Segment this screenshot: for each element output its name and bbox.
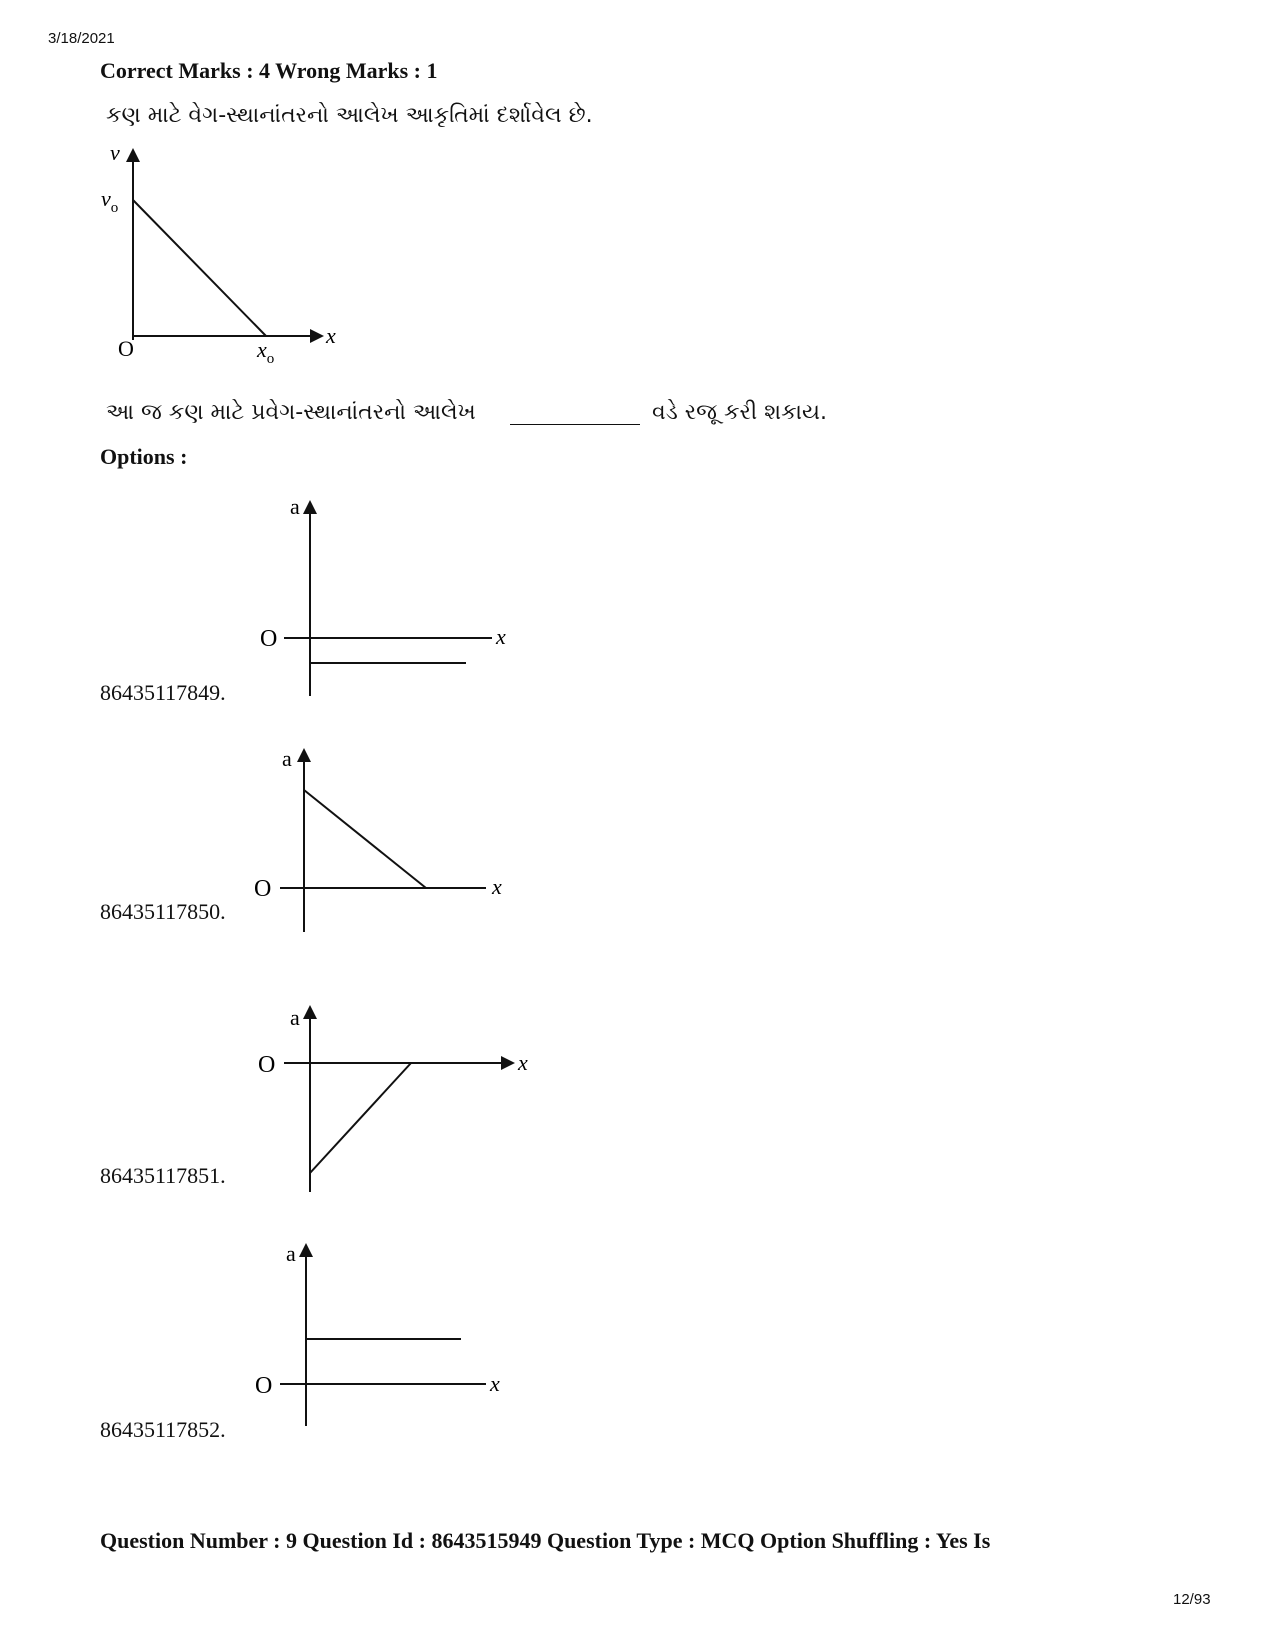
question-graph-y-intercept-label: $v_o$ (101, 186, 119, 216)
page-number: 12/93 (1173, 1591, 1211, 1608)
question-graph-line (133, 200, 266, 336)
svg-text:x: x (492, 874, 502, 899)
question-graph-origin-label: O (118, 336, 134, 361)
svg-text:a: a (282, 748, 292, 771)
marks-line: Correct Marks : 4 Wrong Marks : 1 (100, 58, 438, 83)
answer-blank (510, 424, 640, 425)
option-2-id[interactable]: 86435117850. (100, 899, 226, 924)
svg-text:O: O (260, 626, 278, 652)
question-graph-x-intercept-label: $x_o$ (257, 337, 275, 367)
svg-text:O: O (255, 1373, 273, 1399)
svg-text:x: x (490, 1371, 500, 1396)
svg-text:O: O (254, 876, 272, 902)
print-date: 3/18/2021 (48, 30, 115, 47)
question-graph (96, 140, 356, 370)
question-text-line-1: કણ માટે વેગ-સ્થાનાંતરનો આલેખ આકૃતિમાં દર્શાવેલ છે. (106, 103, 593, 128)
svg-text:a: a (290, 500, 300, 519)
option-2-graph-line (304, 790, 426, 888)
question-graph-y-label: v (110, 140, 120, 165)
question-text-line-2-before: આ જ કણ માટે પ્રવેગ-સ્થાનાંતરનો આલેખ (106, 400, 476, 425)
option-3-graph-line (310, 1063, 411, 1173)
svg-text:a: a (286, 1243, 296, 1266)
svg-text:x: x (518, 1050, 528, 1075)
svg-text:O: O (258, 1052, 276, 1078)
option-3-graph[interactable] (240, 1003, 530, 1198)
svg-text:x: x (496, 624, 506, 649)
option-1-graph[interactable] (240, 500, 520, 700)
option-3-id[interactable]: 86435117851. (100, 1163, 226, 1188)
question-text-line-2-after: વડે રજૂ કરી શકાય. (652, 400, 828, 425)
option-4-id[interactable]: 86435117852. (100, 1417, 226, 1442)
option-1-id[interactable]: 86435117849. (100, 680, 226, 705)
svg-text:a: a (290, 1005, 300, 1030)
question-graph-x-arrow (310, 329, 324, 343)
option-2-graph[interactable] (240, 748, 520, 938)
options-heading: Options : (100, 444, 188, 469)
question-graph-y-arrow (126, 148, 140, 162)
option-4-graph[interactable] (240, 1243, 520, 1433)
question-graph-x-axis-label: x (326, 323, 336, 348)
next-question-header: Question Number : 9 Question Id : 8643515949 Question Type : MCQ Option Shuffling : Yes Is (100, 1528, 991, 1553)
